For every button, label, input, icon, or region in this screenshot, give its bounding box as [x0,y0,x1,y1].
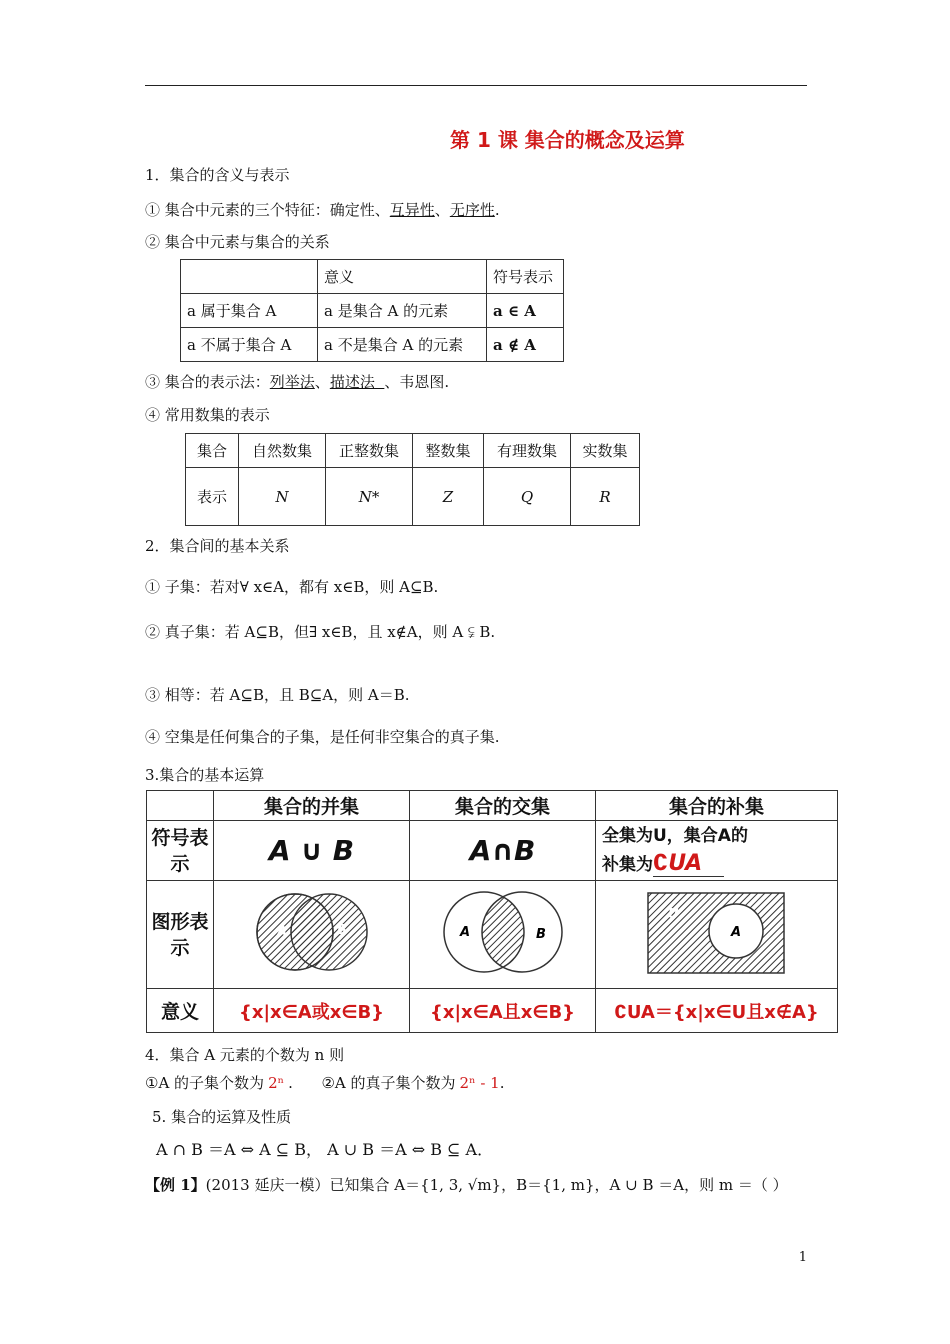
subset-count: 2ⁿ [268,1074,285,1092]
table-cell [181,260,318,294]
table-row [147,881,838,989]
section-1-heading: 1．集合的含义与表示 [145,166,290,184]
table-row [181,260,564,294]
venn-label-a: A [276,924,287,940]
table-cell: a 不是集合 A 的元素 [318,328,487,362]
table-row [147,791,838,821]
table-cell: N [239,468,326,526]
table-row [147,989,838,1033]
table-cell: N* [326,468,413,526]
s1-p3-text: ③ 集合的表示法： [145,373,270,391]
s4-p1 [145,1072,505,1093]
intersection-symbol: A∩B [410,821,596,881]
s2-p2: ② 真子集：若 A⊆B，但∃ x∈B，且 x∉A，则 A ⫋ B. [145,623,496,641]
complement-venn-diagram [642,888,792,978]
page-title: 第 1 课 集合的概念及运算 [450,128,685,152]
union-venn-diagram [237,888,387,978]
table-cell: 符号表示 [147,821,214,881]
s1-p3-underline-1: 列举法 [269,373,315,391]
table-cell: 集合 [186,434,239,468]
venn-label-u: U [667,906,679,922]
table-cell: a ∉ A [487,328,564,362]
table-cell: a 属于集合 A [181,294,318,328]
venn-label-a: A [730,924,741,940]
number-set-table [185,433,640,526]
table-cell: 集合的补集 [596,791,838,821]
s1-p3-underline-2: 描述法 [329,373,385,391]
section-3-heading: 3.集合的基本运算 [145,766,265,784]
complement-label: 补集为 [602,855,653,875]
table-cell: 符号表示 [487,260,564,294]
table-cell: 自然数集 [239,434,326,468]
table-row [186,434,640,468]
complement-symbol: ∁UA [653,851,724,877]
table-cell: 整数集 [413,434,484,468]
union-venn-cell [214,881,410,989]
venn-circle-b [291,894,367,970]
complement-venn-cell [596,881,838,989]
relation-table [180,259,564,362]
s1-p3 [145,371,449,392]
complement-text-1: 全集为U，集合A的 [602,826,748,846]
table-cell: a 是集合 A 的元素 [318,294,487,328]
complement-text-2 [602,850,836,879]
section-4-heading: 4．集合 A 元素的个数为 n 则 [145,1046,345,1064]
complement-cell [596,821,838,881]
proper-subset-count: 2ⁿ - 1 [459,1074,500,1092]
intersection-venn-cell [410,881,596,989]
section-5-heading: 5. 集合的运算及性质 [152,1108,292,1126]
table-cell: a 不属于集合 A [181,328,318,362]
s2-p3: ③ 相等：若 A⊆B，且 B⊆A，则 A＝B. [145,686,410,704]
operations-table [146,790,838,1033]
table-cell [147,791,214,821]
venn-label-a: A [459,924,470,940]
table-cell: 正整数集 [326,434,413,468]
s2-p1: ① 子集：若对∀ x∈A，都有 x∈B，则 A⊆B. [145,578,439,596]
table-cell: a ∈ A [487,294,564,328]
s1-p1-sep: 、 [434,201,450,219]
s5-formula: A ∩ B ＝A ⇔ A ⊆ B， A ∪ B ＝A ⇔ B ⊆ A． [156,1140,494,1159]
complement-definition: ∁UA＝{x|x∈U且x∉A} [596,989,838,1033]
table-cell: 意义 [147,989,214,1033]
union-definition: {x|x∈A或x∈B} [214,989,410,1033]
s1-p1-underline-2: 无序性 [449,201,495,219]
table-cell: R [571,468,640,526]
table-row [147,821,838,881]
s1-p3-sep: 、 [314,373,330,391]
venn-label-b: B [535,926,546,942]
page-number: 1 [798,1250,807,1265]
table-row [181,294,564,328]
table-cell: 表示 [186,468,239,526]
table-cell: 实数集 [571,434,640,468]
s1-p1 [145,199,500,220]
s2-p4: ④ 空集是任何集合的子集，是任何非空集合的真子集. [145,728,500,746]
s1-p4: ④ 常用数集的表示 [145,406,270,424]
header-rule [145,85,807,86]
table-cell: 有理数集 [484,434,571,468]
table-cell: 集合的交集 [410,791,596,821]
venn-label-b: B [336,922,347,938]
table-row [186,468,640,526]
intersection-definition: {x|x∈A且x∈B} [410,989,596,1033]
s4-end: . [499,1074,505,1092]
table-row [181,328,564,362]
table-cell: Z [413,468,484,526]
example-text: (2013 延庆一模）已知集合 A＝{1, 3, √m}，B＝{1, m}，A ∪ B ＝A，则 m ＝（ ） [205,1176,788,1194]
s4-text-2: . ②A 的真子集个数为 [288,1074,456,1092]
table-cell: 集合的并集 [214,791,410,821]
s1-p1-underline-1: 互异性 [389,201,435,219]
s1-p1-end: . [494,201,500,219]
example-1 [145,1174,788,1195]
section-2-heading: 2．集合间的基本关系 [145,537,290,555]
intersection-venn-diagram [428,888,578,978]
table-cell: Q [484,468,571,526]
table-cell: 图形表示 [147,881,214,989]
s4-text-1: ①A 的子集个数为 [145,1074,265,1092]
example-label: 【例 1】 [145,1176,206,1194]
s1-p3-end: 、韦恩图. [384,373,450,391]
s1-p2: ② 集合中元素与集合的关系 [145,233,330,251]
s1-p1-text: ① 集合中元素的三个特征：确定性、 [145,201,390,219]
table-cell: 意义 [318,260,487,294]
union-symbol: A ∪ B [214,821,410,881]
